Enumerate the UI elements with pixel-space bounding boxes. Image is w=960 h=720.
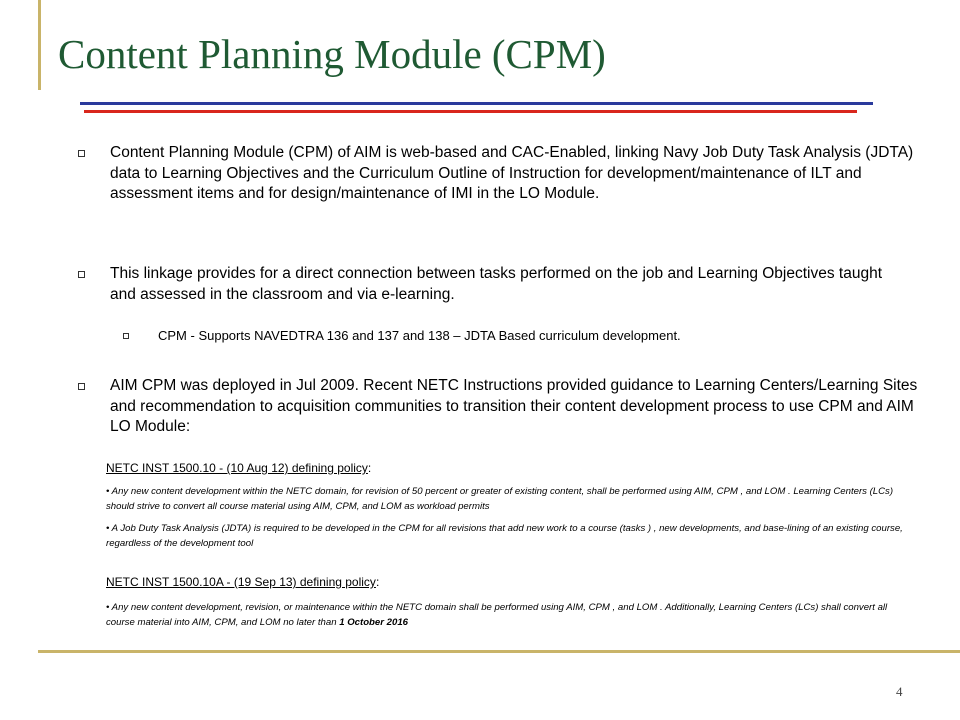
instruction-2-text: • Any new content development, revision, or maintenance within the NETC domain shall be performed using AIM, CPM , and LOM . Additionally, Learning Centers (LCs) shall convert all course material into AIM, CPM, and LOM no later than xyxy=(106,602,888,628)
instruction-heading-2 xyxy=(106,575,379,589)
square-bullet-icon xyxy=(78,383,85,390)
square-bullet-icon xyxy=(78,150,85,157)
sub-bullet-navedtra xyxy=(123,327,843,345)
sub-bullet-text: CPM - Supports NAVEDTRA 136 and 137 and 138 – JDTA Based curriculum development. xyxy=(158,328,681,343)
frame-bottom-border xyxy=(38,650,960,653)
page-number: 4 xyxy=(896,684,903,699)
instruction-1-item-2: • A Job Duty Task Analysis (JDTA) is required to be developed in the CPM for all revisions that add new work to a course (tasks ) , new developments, and base-lining of an existing course, regardless of the development tool xyxy=(106,523,903,549)
title-rule-blue xyxy=(80,102,873,105)
instruction-heading-text: NETC INST 1500.10 - (10 Aug 12) defining policy xyxy=(106,461,368,475)
instruction-heading-suffix: : xyxy=(375,575,380,589)
instruction-heading-suffix: : xyxy=(367,461,372,475)
instruction-2-deadline: 1 October 2016 xyxy=(339,617,408,628)
bullet-text: Content Planning Module (CPM) of AIM is web-based and CAC-Enabled, linking Navy Job Duty Task Analysis (JDTA) data to Learning Objectives and the Curriculum Outline of Instruction for development/maintenance of ILT and assessment items and for design/maintenance of IMI in the LO Module. xyxy=(110,144,914,202)
slide-title: Content Planning Module (CPM) xyxy=(58,31,606,77)
bullet-cpm-overview xyxy=(78,143,918,233)
bullet-text: AIM CPM was deployed in Jul 2009. Recent NETC Instructions provided guidance to Learning Centers/Learning Sites and recommendation to acquisition communities to transition their content development process to use CPM and AIM LO Module: xyxy=(110,377,918,435)
square-bullet-icon xyxy=(78,271,85,278)
instruction-1-item-1: • Any new content development within the NETC domain, for revision of 50 percent or greater of existing content, shall be performed using AIM, CPM , and LOM . Learning Centers (LCs) should strive to convert all course material using AIM, CPM, and LOM as workload permits xyxy=(106,486,894,512)
instruction-heading-text: NETC INST 1500.10A - (19 Sep 13) defining policy xyxy=(106,575,376,589)
square-bullet-icon xyxy=(123,333,129,339)
title-rule-red xyxy=(84,110,857,113)
bullet-deployment xyxy=(78,376,918,438)
bullet-linkage xyxy=(78,264,918,306)
frame-left-border xyxy=(38,0,41,90)
instruction-2-item-1 xyxy=(106,600,918,630)
instruction-heading-1 xyxy=(106,461,371,475)
bullet-text: This linkage provides for a direct connection between tasks performed on the job and Learning Objectives taught and assessed in the classroom and via e-learning. xyxy=(110,265,883,303)
